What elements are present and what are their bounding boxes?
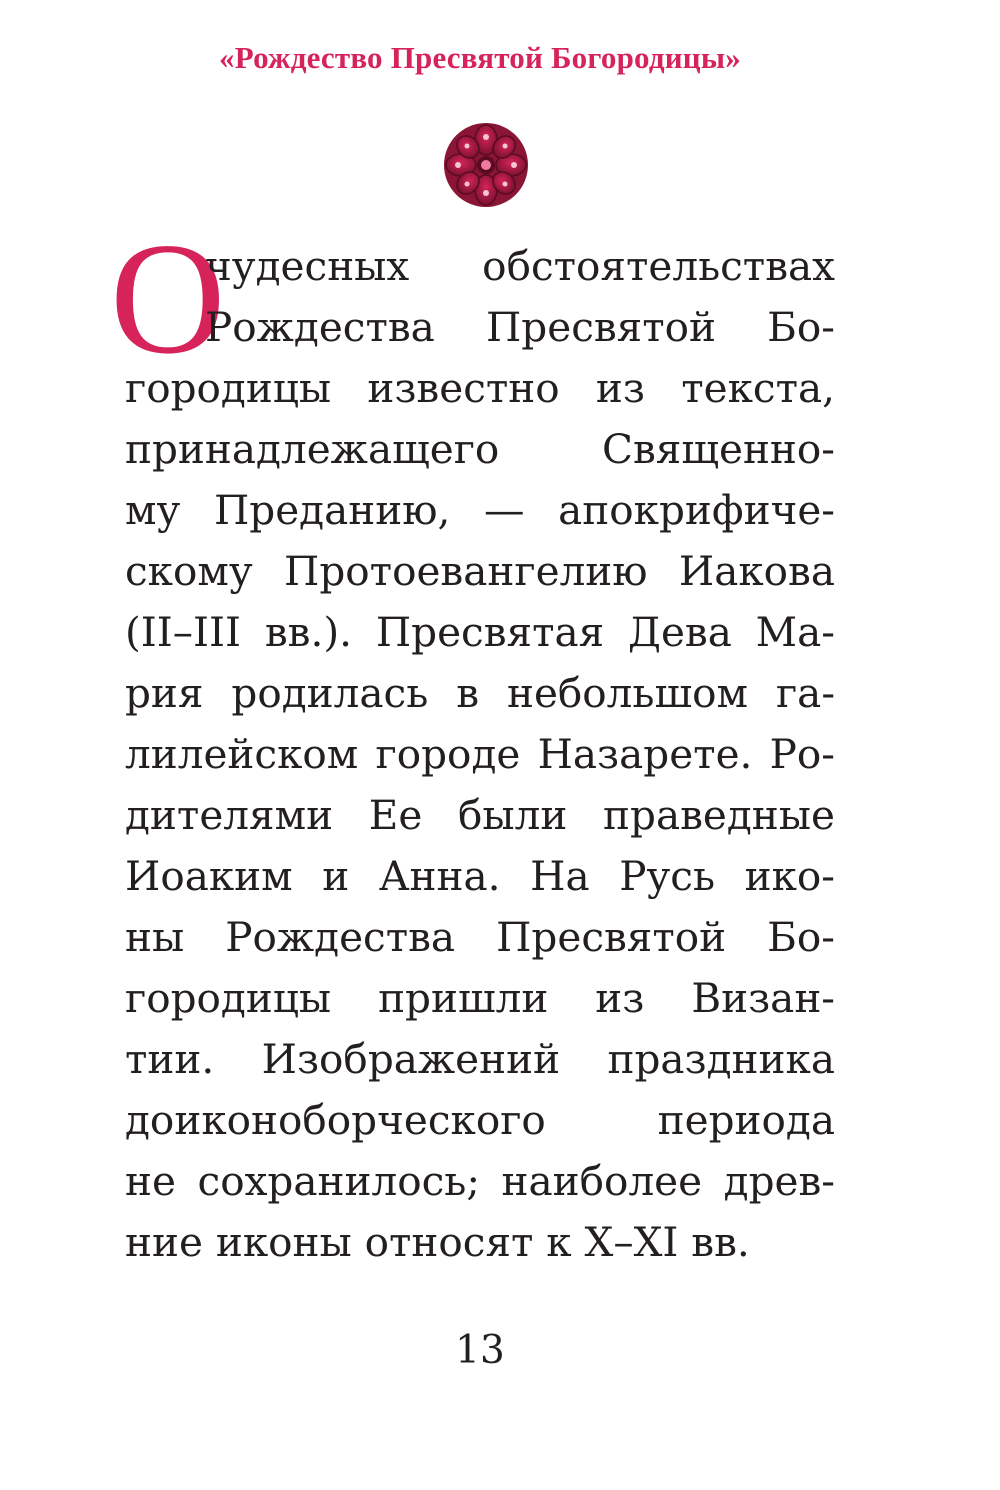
text-line: Рождества Пресвятой Бо- bbox=[205, 303, 835, 351]
text-line: городицы известно из текста, bbox=[125, 364, 835, 412]
rosette-ornament-icon bbox=[441, 120, 531, 210]
text-line: дителями Ее были праведные bbox=[125, 791, 835, 839]
text-line-last: ние иконы относят к X–XI вв. bbox=[125, 1218, 750, 1266]
text-line: принадлежащего Священно- bbox=[125, 425, 835, 473]
text-line: му Преданию, — апокрифиче- bbox=[125, 486, 835, 534]
page-number: 13 bbox=[455, 1328, 505, 1373]
text-line: Иоаким и Анна. На Русь ико- bbox=[125, 852, 835, 900]
text-line: чудесных обстоятельствах bbox=[205, 242, 835, 290]
text-line: не сохранилось; наиболее древ- bbox=[125, 1157, 835, 1205]
article-body bbox=[125, 236, 835, 1273]
text-line: скому Протоевангелию Иакова bbox=[125, 547, 835, 595]
text-line: тии. Изображений праздника bbox=[125, 1035, 835, 1083]
text-line: городицы пришли из Визан- bbox=[125, 974, 835, 1022]
running-head-title: «Рождество Пресвятой Богородицы» bbox=[219, 40, 741, 75]
text-line: рия родилась в небольшом га- bbox=[125, 669, 835, 717]
text-line: (II–III вв.). Пресвятая Дева Ма- bbox=[125, 608, 835, 656]
drop-cap-letter: О bbox=[110, 209, 226, 387]
text-line: доиконоборческого периода bbox=[125, 1096, 835, 1144]
text-line: лилейском городе Назарете. Ро- bbox=[125, 730, 835, 778]
text-line: ны Рождества Пресвятой Бо- bbox=[125, 913, 835, 961]
